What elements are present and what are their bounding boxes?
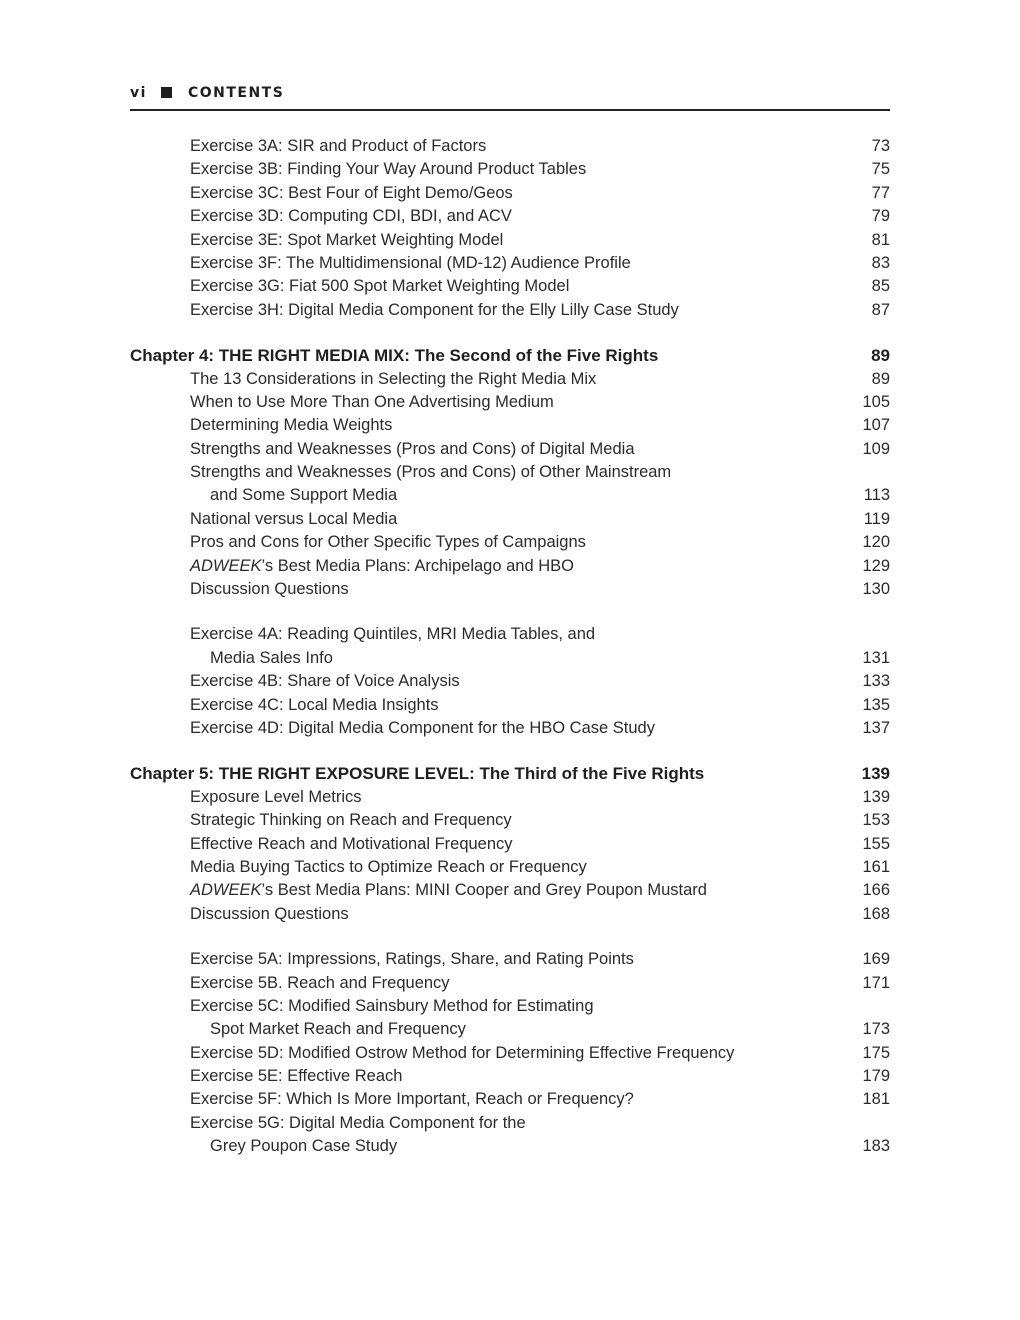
- toc-entry-page: 77: [871, 183, 890, 202]
- toc-entry-title: [130, 555, 574, 578]
- section-spacer: [130, 322, 890, 344]
- toc-entry-title: Exercise 3C: Best Four of Eight Demo/Geos: [190, 183, 513, 202]
- toc-entry-page: 155: [862, 834, 890, 853]
- toc-entry[interactable]: [130, 948, 890, 971]
- toc-entry-page: 81: [871, 230, 890, 249]
- toc-entry-title: Exercise 3D: Computing CDI, BDI, and ACV: [190, 207, 512, 226]
- toc-entry-title: Exercise 4A: Reading Quintiles, MRI Media Tables, and: [190, 625, 596, 644]
- toc-entry-page: 113: [863, 486, 890, 505]
- chapter-page: 89: [871, 346, 890, 366]
- toc-entry-title: Exercise 4B: Share of Voice Analysis: [190, 672, 460, 691]
- toc-entry-title: Spot Market Reach and Frequency: [210, 1020, 466, 1039]
- toc-entry[interactable]: [130, 299, 890, 322]
- toc-entry[interactable]: [130, 368, 890, 391]
- toc-entry-title: Exercise 3F: The Multidimensional (MD-12) Audience Profile: [190, 253, 631, 272]
- toc-entry-page: 135: [862, 695, 890, 714]
- toc-entry-title: Media Buying Tactics to Optimize Reach or Frequency: [190, 857, 587, 876]
- toc-entry-title: Exercise 3G: Fiat 500 Spot Market Weighting Model: [190, 277, 570, 296]
- toc-entry-title: [130, 879, 707, 902]
- toc-entry[interactable]: [130, 182, 890, 205]
- table-of-contents: [130, 135, 890, 1159]
- toc-entry-continuation[interactable]: [130, 484, 890, 507]
- toc-entry[interactable]: [130, 555, 890, 578]
- toc-entry-page: 75: [871, 160, 890, 179]
- toc-entry[interactable]: [130, 275, 890, 298]
- toc-entry[interactable]: [130, 578, 890, 601]
- toc-entry-page: 153: [862, 811, 890, 830]
- toc-entry-page: 166: [862, 881, 890, 900]
- toc-entry-page: 79: [871, 207, 890, 226]
- header-title: CONTENTS: [187, 85, 285, 101]
- toc-entry[interactable]: [130, 717, 890, 740]
- publication-name: ADWEEK: [190, 556, 262, 575]
- toc-entry-page: 119: [863, 509, 890, 528]
- publication-name: ADWEEK: [190, 881, 262, 900]
- toc-entry[interactable]: [130, 461, 890, 484]
- toc-entry-title-rest: ’s Best Media Plans: MINI Cooper and Grey Poupon Mustard: [261, 881, 707, 900]
- toc-entry[interactable]: [130, 252, 890, 275]
- toc-entry[interactable]: [130, 879, 890, 902]
- toc-entry-title: Exercise 3E: Spot Market Weighting Model: [190, 230, 504, 249]
- toc-entry-title: Exercise 3H: Digital Media Component for the Elly Lilly Case Study: [190, 300, 679, 319]
- toc-entry-page: 85: [871, 277, 890, 296]
- toc-entry[interactable]: [130, 438, 890, 461]
- toc-entry-title: Exercise 4D: Digital Media Component for the HBO Case Study: [190, 718, 655, 737]
- toc-entry[interactable]: [130, 158, 890, 181]
- toc-entry-page: 107: [862, 416, 890, 435]
- toc-entry[interactable]: [130, 995, 890, 1018]
- toc-entry-title: Exercise 4C: Local Media Insights: [190, 695, 439, 714]
- toc-entry-title: Grey Poupon Case Study: [210, 1137, 398, 1156]
- toc-entry-title: Exercise 3B: Finding Your Way Around Product Tables: [190, 160, 587, 179]
- chapter-title: Chapter 5: THE RIGHT EXPOSURE LEVEL: The Third of the Five Rights: [130, 764, 705, 784]
- toc-entry-page: 171: [862, 973, 890, 992]
- toc-entry-page: 73: [871, 137, 890, 155]
- section-spacer: [130, 740, 890, 762]
- running-header: [130, 84, 890, 111]
- toc-entry[interactable]: [130, 809, 890, 832]
- toc-entry-continuation[interactable]: [130, 647, 890, 670]
- toc-entry-title: Exercise 5A: Impressions, Ratings, Share, and Rating Points: [190, 950, 634, 969]
- toc-entry-title: Strengths and Weaknesses (Pros and Cons) of Other Mainstream: [190, 463, 672, 482]
- toc-entry-page: 109: [862, 439, 890, 458]
- toc-entry-title: Effective Reach and Motivational Frequency: [190, 834, 513, 853]
- toc-entry[interactable]: [130, 856, 890, 879]
- toc-entry-title: Strengths and Weaknesses (Pros and Cons) of Digital Media: [190, 439, 635, 458]
- toc-entry-page: 173: [862, 1020, 890, 1039]
- toc-entry[interactable]: [130, 205, 890, 228]
- toc-entry-page: 179: [862, 1067, 890, 1086]
- page-number: vi: [130, 85, 147, 101]
- toc-entry-title: Determining Media Weights: [190, 416, 393, 435]
- toc-entry-page: 83: [871, 253, 890, 272]
- toc-entry[interactable]: [130, 391, 890, 414]
- toc-entry-title: Exercise 5D: Modified Ostrow Method for Determining Effective Frequency: [190, 1043, 735, 1062]
- toc-entry-page: 168: [862, 904, 890, 923]
- toc-entry-title: and Some Support Media: [210, 486, 398, 505]
- toc-entry-page: 181: [862, 1090, 890, 1109]
- toc-entry-page: 137: [862, 718, 890, 737]
- toc-entry-title: Discussion Questions: [190, 904, 349, 923]
- toc-entry-page: 139: [862, 787, 890, 806]
- toc-entry-title: Exposure Level Metrics: [190, 787, 362, 806]
- chapter-title: Chapter 4: THE RIGHT MEDIA MIX: The Second of the Five Rights: [130, 346, 659, 366]
- section-spacer: [130, 601, 890, 623]
- chapter-page: 139: [861, 764, 890, 784]
- toc-entry-page: 175: [862, 1043, 890, 1062]
- toc-entry-page: 105: [862, 392, 890, 411]
- toc-entry-page: 129: [862, 556, 890, 575]
- toc-entry[interactable]: [130, 670, 890, 693]
- toc-entry-title-rest: ’s Best Media Plans: Archipelago and HBO: [261, 556, 574, 575]
- toc-entry-title: Exercise 5F: Which Is More Important, Reach or Frequency?: [190, 1090, 634, 1109]
- toc-entry[interactable]: [130, 903, 890, 926]
- toc-entry[interactable]: [130, 229, 890, 252]
- toc-entry-page: 183: [862, 1137, 890, 1156]
- toc-entry[interactable]: [130, 694, 890, 717]
- toc-entry[interactable]: [130, 135, 890, 158]
- toc-entry-page: 120: [862, 533, 890, 552]
- toc-entry-title: Exercise 5B. Reach and Frequency: [190, 973, 450, 992]
- toc-entry-page: 133: [862, 672, 890, 691]
- toc-entry[interactable]: [130, 1065, 890, 1088]
- toc-entry-title: Exercise 5G: Digital Media Component for the: [190, 1113, 526, 1132]
- toc-entry-title: The 13 Considerations in Selecting the Right Media Mix: [190, 369, 597, 388]
- toc-entry-title: Exercise 5E: Effective Reach: [190, 1067, 403, 1086]
- toc-entry-title: When to Use More Than One Advertising Medium: [190, 392, 554, 411]
- toc-entry-title: Exercise 5C: Modified Sainsbury Method for Estimating: [190, 996, 594, 1015]
- chapter-4-heading[interactable]: [130, 344, 890, 367]
- toc-entry[interactable]: [130, 786, 890, 809]
- chapter-5-heading[interactable]: [130, 762, 890, 785]
- toc-entry-continuation[interactable]: [130, 1018, 890, 1041]
- toc-entry[interactable]: [130, 833, 890, 856]
- toc-entry-title: National versus Local Media: [190, 509, 398, 528]
- section-spacer: [130, 926, 890, 948]
- toc-entry[interactable]: [130, 531, 890, 554]
- toc-entry[interactable]: [130, 508, 890, 531]
- toc-entry-title: Discussion Questions: [190, 580, 349, 599]
- toc-entry-continuation[interactable]: [130, 1135, 890, 1158]
- square-bullet-icon: [161, 87, 172, 98]
- toc-entry-page: 169: [862, 950, 890, 969]
- toc-entry[interactable]: [130, 623, 890, 646]
- toc-entry-page: 87: [871, 300, 890, 319]
- toc-entry-page: 89: [871, 369, 890, 388]
- toc-entry-title: Strategic Thinking on Reach and Frequency: [190, 811, 512, 830]
- toc-entry[interactable]: [130, 1088, 890, 1111]
- toc-entry-title: Pros and Cons for Other Specific Types of Campaigns: [190, 533, 586, 552]
- toc-entry-title: Exercise 3A: SIR and Product of Factors: [190, 137, 487, 155]
- toc-entry[interactable]: [130, 414, 890, 437]
- toc-entry[interactable]: [130, 972, 890, 995]
- toc-entry-page: 161: [862, 857, 890, 876]
- toc-entry-title: Media Sales Info: [210, 648, 333, 667]
- toc-entry-page: 131: [862, 648, 890, 667]
- toc-entry[interactable]: [130, 1112, 890, 1135]
- toc-entry-page: 130: [862, 580, 890, 599]
- toc-entry[interactable]: [130, 1042, 890, 1065]
